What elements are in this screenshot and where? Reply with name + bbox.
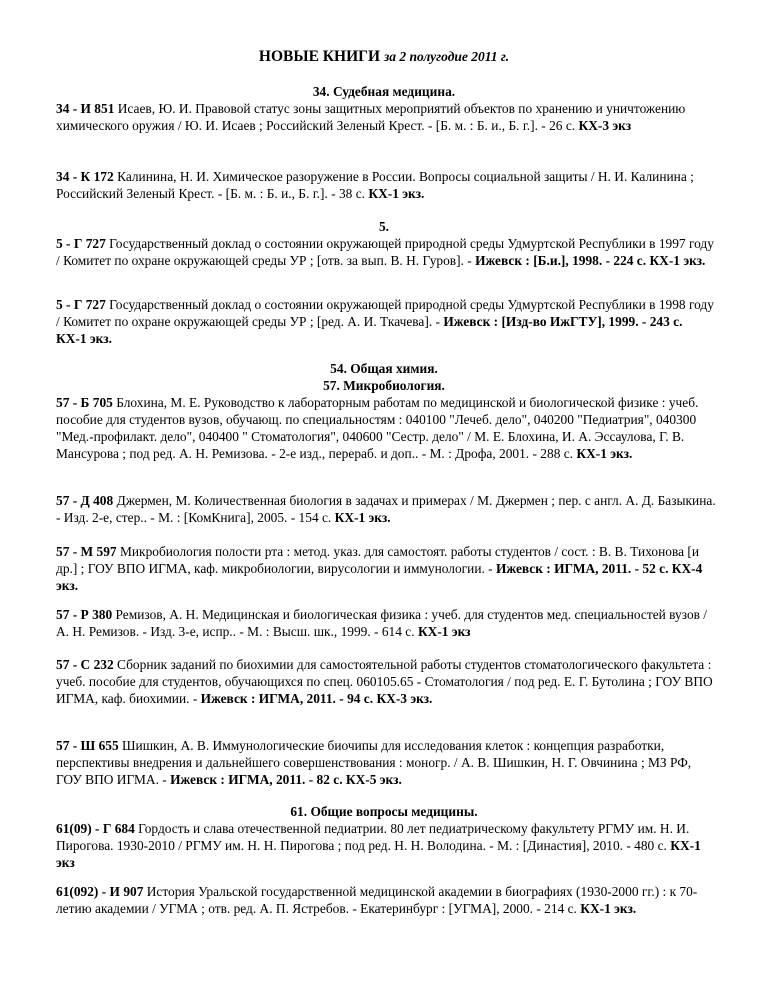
book-entry bbox=[56, 235, 716, 269]
entry-text: Блохина, М. Е. Руководство к лабораторным работам по медицинской и биологической физике : учеб. пособие для студентов вузов, обучающ. по специальностям : 040100 "Лечеб. дело", 040200 "Педиатрия", 040300 "Мед.-профилакт. дело", 040400 " Стоматология", 040600 "Сестр. дело" / М. Е. Блохина, И. А. Эссаулова, Г. В. Мансурова ; под ред. А. Н. Ремизова. - 2-е изд., перераб. и доп.. - М. : Дрофа, 2001. - 288 с. bbox=[56, 395, 699, 461]
section-heading: 57. Микробиология. bbox=[323, 378, 445, 393]
copies-count: КХ-1 экз. bbox=[580, 901, 637, 916]
imprint: Ижевск : [Изд-во ИжГТУ], 1999. - 243 с. КХ-1 экз. bbox=[56, 314, 683, 346]
shelf-code: 5 - Г 727 bbox=[56, 297, 106, 312]
section-heading: 5. bbox=[378, 219, 390, 234]
entry-text: Джермен, М. Количественная биология в задачах и примерах / М. Джермен ; пер. с англ. А. Д. Базыкина. - Изд. 2-е, стер.. - М. : [КомКнига], 2005. - 154 с. bbox=[56, 493, 716, 525]
entry-text: Калинина, Н. И. Химическое разоружение в России. Вопросы социальной защиты / Н. И. Калинина ; Российский Зеленый Крест. - [Б. м. : Б. и., Б. г.]. - 38 с. bbox=[56, 169, 694, 201]
shelf-code: 5 - Г 727 bbox=[56, 236, 106, 251]
shelf-code: 57 - Б 705 bbox=[56, 395, 113, 410]
section-heading: 54. Общая химия. bbox=[330, 361, 438, 376]
book-entry bbox=[56, 492, 716, 526]
shelf-code: 57 - С 232 bbox=[56, 657, 114, 672]
entry-text: Сборник заданий по биохимии для самостоятельной работы студентов стоматологического факультета : учеб. пособие для студентов, обучающихся по спец. 060105.65 - Стоматология / под ред. Е. Г. Бутолина ; ГОУ ВПО ИГМА, каф. биохимии. - bbox=[56, 657, 713, 706]
section-heading: 61. Общие вопросы медицины. bbox=[290, 804, 478, 819]
copies-count: КХ-1 экз bbox=[56, 838, 701, 870]
book-entry bbox=[56, 296, 716, 347]
copies-count: КХ-1 экз. bbox=[576, 446, 633, 461]
book-entry bbox=[56, 606, 716, 640]
title-main: НОВЫЕ КНИГИ bbox=[258, 48, 381, 65]
shelf-code: 61(09) - Г 684 bbox=[56, 821, 135, 836]
entry-text: Микробиология полости рта : метод. указ. для самостоят. работы студентов / сост. : В. В. Тихонова [и др.] ; ГОУ ВПО ИГМА, каф. микробиологии, вирусологии и иммунологии. - bbox=[56, 544, 700, 576]
entry-text: Государственный доклад о состоянии окружающей природной среды Удмуртской Республики в 1998 году / Комитет по охране окружающей среды УР ; [ред. А. И. Ткачева]. - bbox=[56, 297, 714, 329]
entry-text: Шишкин, А. В. Иммунологические биочипы для исследования клеток : концепция разработки, перспективы внедрения и дальнейшего совершенствования : моногр. / А. В. Шишкин, Н. Г. Овчинина ; МЗ РФ, ГОУ ВПО ИГМА. - bbox=[56, 738, 692, 787]
book-entry bbox=[56, 168, 716, 202]
shelf-code: 34 - К 172 bbox=[56, 169, 114, 184]
entry-text: История Уральской государственной медицинской академии в биографиях (1930-2000 гг.) : к 70-летию академии / УГМА ; отв. ред. А. П. Ястребов. - Екатеринбург : [УГМА], 2000. - 214 с. bbox=[56, 884, 698, 916]
imprint: Ижевск : ИГМА, 2011. - 52 с. КХ-4 экз. bbox=[56, 561, 703, 593]
copies-count: КХ-1 экз. bbox=[368, 186, 425, 201]
page-title bbox=[0, 48, 768, 65]
shelf-code: 57 - Д 408 bbox=[56, 493, 114, 508]
book-entry bbox=[56, 543, 716, 594]
imprint: Ижевск : [Б.и.], 1998. - 224 с. КХ-1 экз. bbox=[475, 253, 706, 268]
shelf-code: 34 - И 851 bbox=[56, 101, 115, 116]
imprint: Ижевск : ИГМА, 2011. - 94 с. КХ-3 экз. bbox=[200, 691, 433, 706]
copies-count: КХ-1 экз bbox=[417, 624, 471, 639]
book-entry bbox=[56, 394, 716, 462]
section-heading: 34. Судебная медицина. bbox=[312, 84, 456, 99]
book-entry bbox=[56, 820, 716, 871]
book-entry bbox=[56, 100, 716, 134]
shelf-code: 57 - Р 380 bbox=[56, 607, 113, 622]
entry-text: Исаев, Ю. И. Правовой статус зоны защитных мероприятий объектов по хранению и уничтожению химического оружия / Ю. И. Исаев ; Российский Зеленый Крест. - [Б. м. : Б. и., Б. г.]. - 26 с. bbox=[56, 101, 686, 133]
shelf-code: 61(092) - И 907 bbox=[56, 884, 144, 899]
title-subtitle: за 2 полугодие 2011 г. bbox=[383, 49, 510, 64]
copies-count: КХ-1 экз. bbox=[334, 510, 391, 525]
book-entry bbox=[56, 883, 716, 917]
imprint: Ижевск : ИГМА, 2011. - 82 с. КХ-5 экз. bbox=[170, 772, 402, 787]
entry-text: Ремизов, А. Н. Медицинская и биологическая физика : учеб. для студентов мед. специальностей вузов / А. Н. Ремизов. - Изд. 3-е, испр.. - М. : Высш. шк., 1999. - 614 с. bbox=[56, 607, 708, 639]
entry-text: Гордость и слава отечественной педиатрии. 80 лет педиатрическому факультету РГМУ им. Н. И. Пирогова. 1930-2010 / РГМУ им. Н. Н. Пирогова ; под ред. Н. Н. Володина. - М. : [Династия], 2010. - 480 с. bbox=[56, 821, 690, 853]
entry-text: Государственный доклад о состоянии окружающей природной среды Удмуртской Республики в 1997 году / Комитет по охране окружающей среды УР ; [отв. за вып. В. Н. Гуров]. - bbox=[56, 236, 714, 268]
book-entry bbox=[56, 737, 716, 788]
shelf-code: 57 - Ш 655 bbox=[56, 738, 119, 753]
book-entry bbox=[56, 656, 716, 707]
copies-count: КХ-3 экз bbox=[578, 118, 632, 133]
shelf-code: 57 - М 597 bbox=[56, 544, 117, 559]
